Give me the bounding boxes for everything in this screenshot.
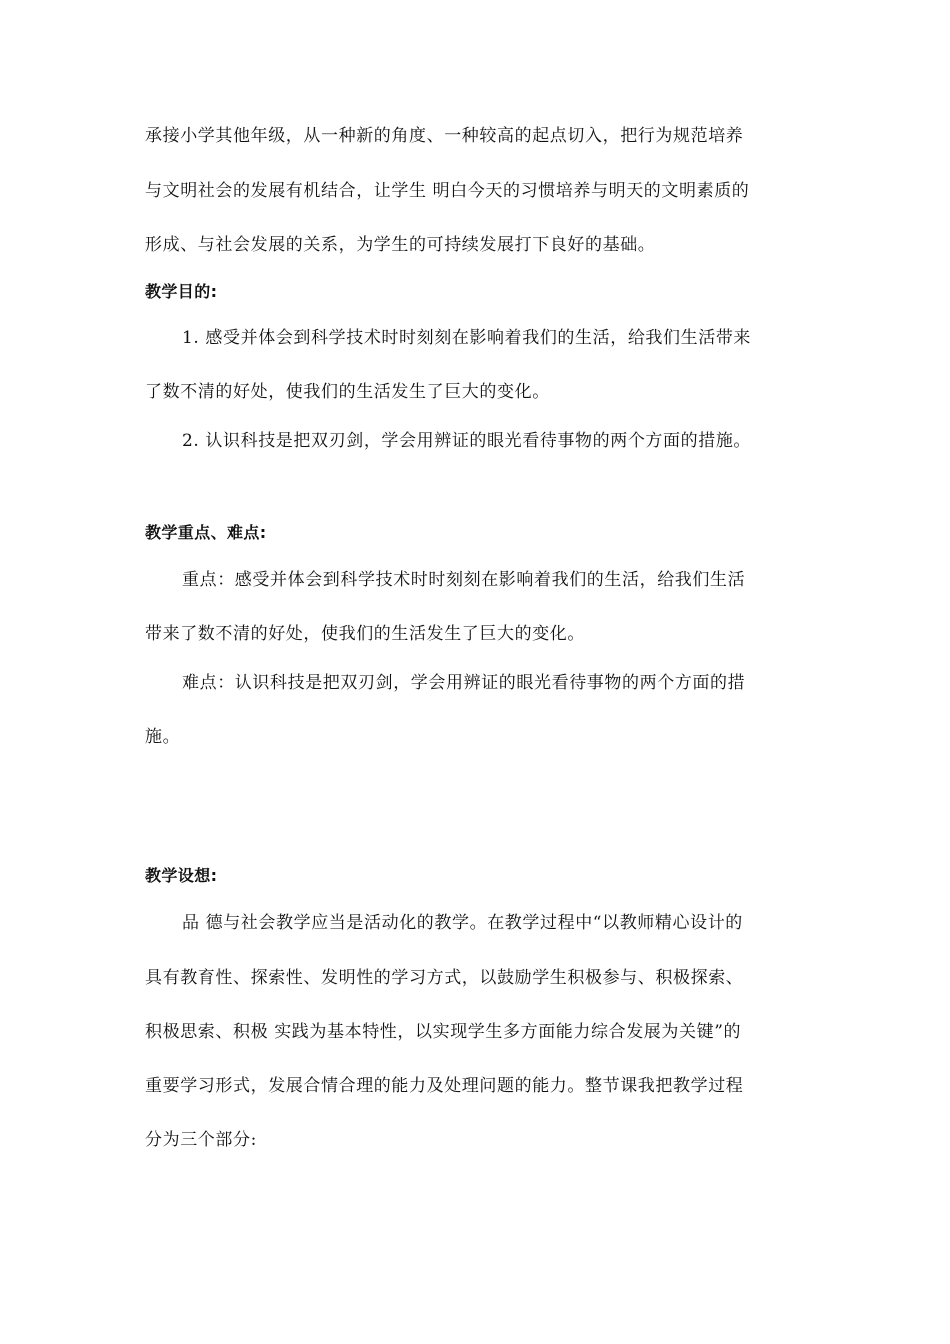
objective-2-line-1: 2. 认识科技是把双刃剑，学会用辨证的眼光看待事物的两个方面的措施。 — [182, 431, 752, 451]
objectives-heading: 教学目的: — [145, 282, 218, 301]
key-points-heading: 教学重点、难点: — [145, 523, 267, 542]
key-point-line-1: 重点：感受并体会到科学技术时时刻刻在影响着我们的生活，给我们生活 — [182, 570, 746, 590]
key-point-line-2: 带来了数不清的好处，使我们的生活发生了巨大的变化。 — [145, 624, 585, 644]
design-line-4: 重要学习形式，发展合情合理的能力及处理问题的能力。整节课我把教学过程 — [145, 1076, 744, 1096]
intro-line-3: 形成、与社会发展的关系，为学生的可持续发展打下良好的基础。 — [145, 235, 656, 255]
design-line-2: 具有教育性、探索性、发明性的学习方式，以鼓励学生积极参与、积极探索、 — [145, 968, 744, 988]
design-line-5: 分为三个部分: — [145, 1130, 257, 1150]
difficulty-line-2: 施。 — [145, 727, 181, 747]
design-line-1: 品 德与社会教学应当是活动化的教学。在教学过程中“以教师精心设计的 — [182, 913, 743, 933]
objective-1-line-2: 了数不清的好处，使我们的生活发生了巨大的变化。 — [145, 382, 550, 402]
difficulty-line-1: 难点：认识科技是把双刃剑，学会用辨证的眼光看待事物的两个方面的措 — [182, 673, 746, 693]
objective-1-line-1: 1. 感受并体会到科学技术时时刻刻在影响着我们的生活，给我们生活带来 — [182, 328, 752, 348]
intro-line-2: 与文明社会的发展有机结合，让学生 明白今天的习惯培养与明天的文明素质的 — [145, 181, 750, 201]
intro-line-1: 承接小学其他年级，从一种新的角度、一种较高的起点切入，把行为规范培养 — [145, 126, 744, 146]
design-line-3: 积极思索、积极 实践为基本特性，以实现学生多方面能力综合发展为关键”的 — [145, 1022, 742, 1042]
design-heading: 教学设想: — [145, 866, 218, 885]
